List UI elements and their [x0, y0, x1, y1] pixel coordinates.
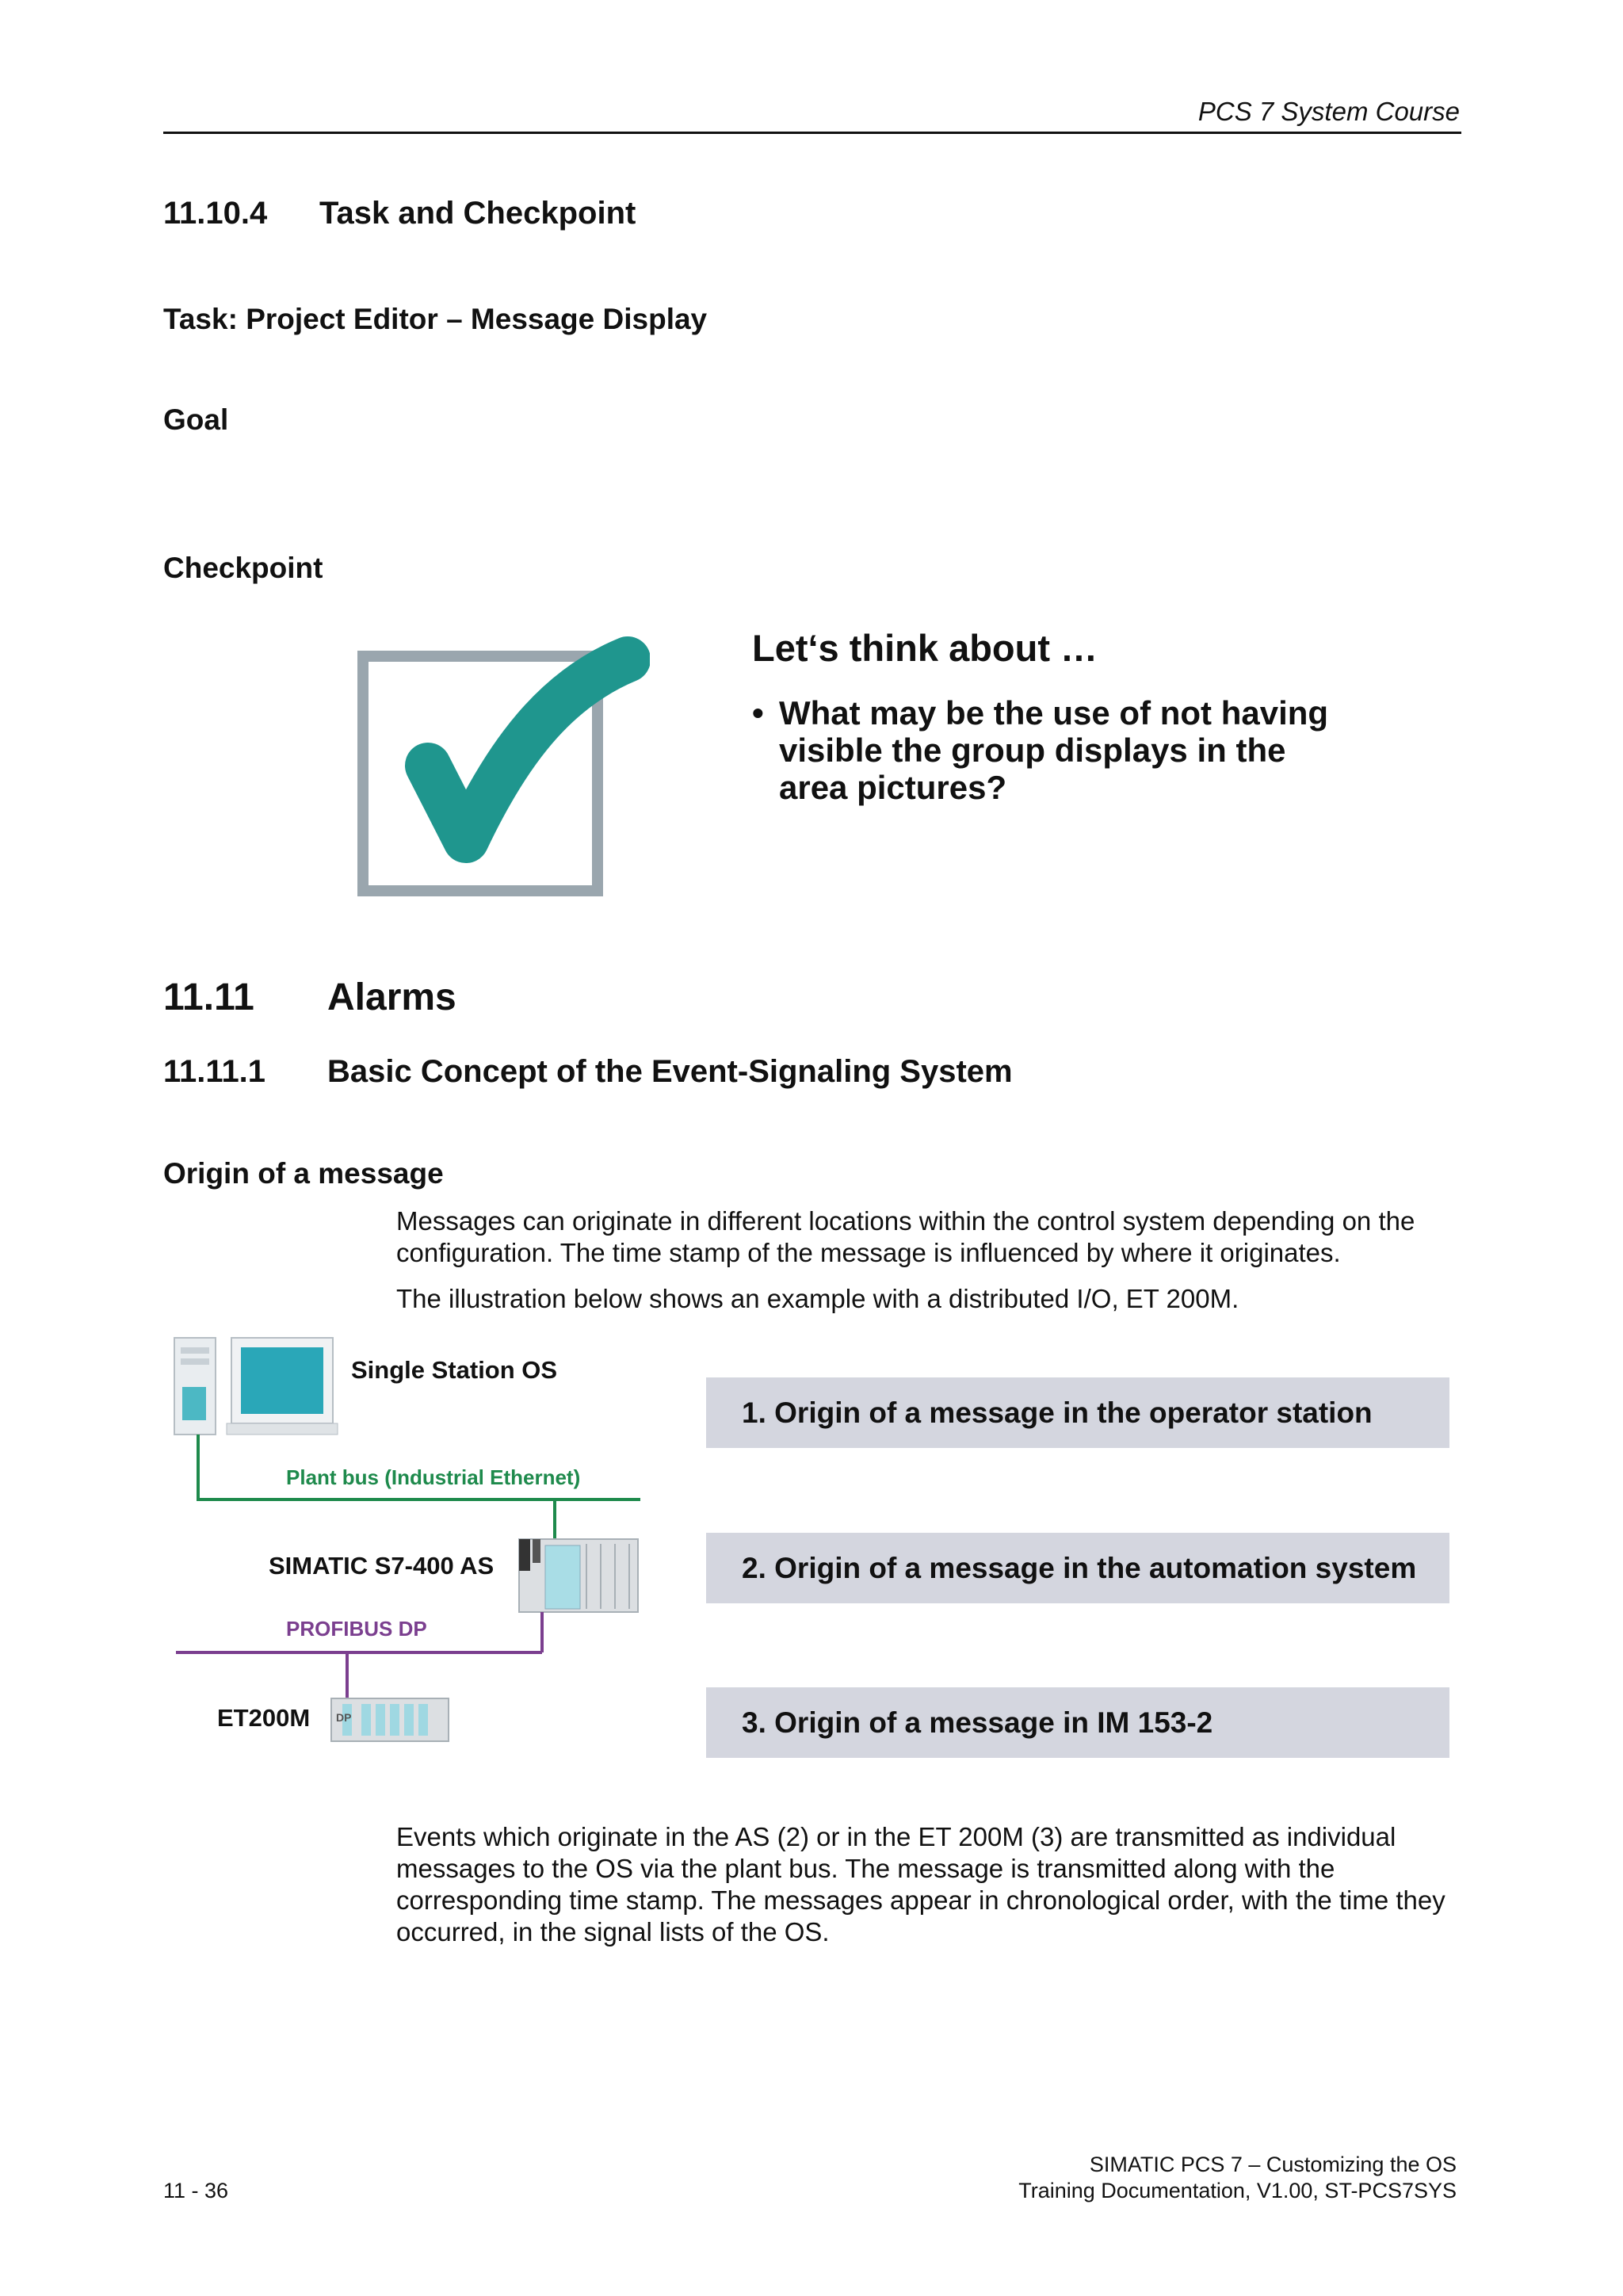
- et200m-label: ET200M: [217, 1704, 311, 1732]
- et200m-rack-icon: [331, 1698, 449, 1741]
- network-diagram: [166, 1331, 658, 1744]
- think-bullet: • What may be the use of not having visible the group displays in the area pictures?: [752, 694, 1354, 806]
- monitor-icon: [227, 1338, 338, 1435]
- think-title: Let‘s think about …: [752, 627, 1098, 669]
- pc-tower-icon: [174, 1338, 216, 1435]
- origin-paragraph: Messages can originate in different locations within the control system depending on the configuration. The time stamp of the message is influenced by where it originates.: [396, 1206, 1415, 1267]
- plant-bus-label: Plant bus (Industrial Ethernet): [286, 1465, 581, 1489]
- checkmark-box-icon: [349, 626, 650, 904]
- think-bullet-list: [752, 694, 1354, 806]
- chapter-number: 11.11: [163, 976, 254, 1018]
- section-title: Task and Checkpoint: [319, 196, 636, 231]
- subsection-title: Basic Concept of the Event-Signaling System: [327, 1054, 1013, 1089]
- goal-heading: Goal: [163, 403, 229, 436]
- profibus-label: PROFIBUS DP: [286, 1617, 427, 1641]
- page-number: 11 - 36: [163, 2179, 229, 2202]
- checkpoint-heading: Checkpoint: [163, 552, 323, 584]
- events-paragraph: Events which originate in the AS (2) or in the ET 200M (3) are transmitted as individual messages to the OS via the plant bus. The message is transmitted along with the corresponding time stamp. The messages appear in chronological order, with the time they occurred, in the signal lists of the OS.: [396, 1822, 1445, 1946]
- running-header-title: PCS 7 System Course: [1197, 97, 1460, 126]
- station-label: Single Station OS: [351, 1356, 558, 1384]
- footer-line-2: Training Documentation, V1.00, ST-PCS7SYS: [1018, 2179, 1457, 2202]
- subsection-number: 11.11.1: [163, 1054, 266, 1089]
- header-rule: [163, 132, 1461, 134]
- section-number: 11.10.4: [163, 196, 268, 231]
- s7-400-rack-icon: [519, 1539, 638, 1612]
- origin-paragraph: The illustration below shows an example with a distributed I/O, ET 200M.: [396, 1284, 1239, 1313]
- origin-box-im-153-2: 3. Origin of a message in IM 153-2: [706, 1687, 1449, 1758]
- footer-info: [1018, 2152, 1457, 2204]
- origin-heading: Origin of a message: [163, 1157, 444, 1190]
- origin-box-operator-station: 1. Origin of a message in the operator station: [706, 1377, 1449, 1448]
- footer-line-1: SIMATIC PCS 7 – Customizing the OS: [1089, 2153, 1457, 2176]
- dp-tag: DP: [336, 1711, 352, 1724]
- origin-text: [396, 1205, 1466, 1329]
- origin-box-automation-system: 2. Origin of a message in the automation system: [706, 1533, 1449, 1603]
- chapter-title: Alarms: [327, 976, 456, 1018]
- task-heading: Task: Project Editor – Message Display: [163, 303, 708, 335]
- as-label: SIMATIC S7-400 AS: [269, 1552, 495, 1580]
